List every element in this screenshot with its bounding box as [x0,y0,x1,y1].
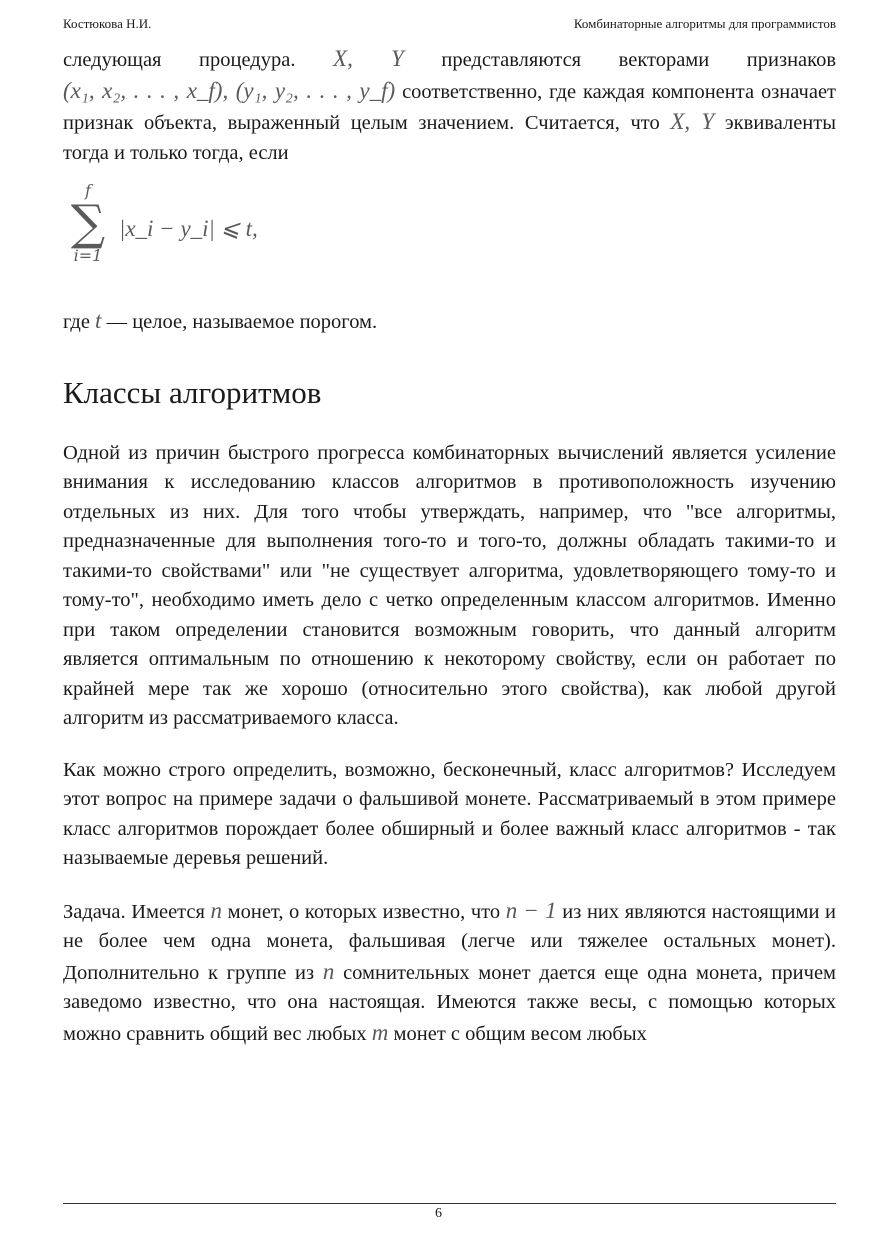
summation-expression: |x_i − y_i| ⩽ t, [119,216,258,241]
paragraph-algorithm-classes: Одной из причин быстрого прогресса комбинаторных вычислений является усиление внимания к исследованию классов алгоритмов в противоположность изучению отдельных из них. Для того чтобы утверждать, например, что "все алгоритмы, предназначенные для выполнения того-то и того-то, должны обладать такими-то и такими-то свойствами" или "не существует алгоритма, удовлетворяющего тому-то и тому-то", необходимо иметь дело с четко определенным классом алгоритмов. Именно при таком определении становится возможным говорить, что данный алгоритм является оптимальным по отношению к некоторому свойству, если он работает по крайней мере так же хорошо (относительно этого свойства), как любой другой алгоритм из рассматриваемого класса. [63,441,836,729]
math-x-y: X, Y [333,46,404,71]
paragraph-problem [63,896,836,1050]
intro-paragraph [63,44,836,168]
problem-text-4: сомнительных монет дается еще одна монета, причем заведомо известно, что она настоящая. Имеются также весы, с помощью которых можно сравнить общий вес любых [63,961,837,1045]
footer-divider [63,1203,836,1204]
intro-text-4: эквиваленты тогда и только тогда, если [63,112,837,164]
header-author: Костюкова Н.И. [63,16,152,31]
math-feature-vectors: (x₁, x₂, . . . , x_f), (y₁, y₂, . . . , y_f) [63,77,396,103]
sigma-symbol: ∑ [70,195,106,251]
math-t: t [95,308,102,333]
page-number: 6 [435,1206,442,1221]
problem-text-1: Задача. Имеется [63,900,211,923]
summation-lower-limit: i=1 [73,246,103,265]
summation-upper-limit: f [85,181,91,200]
intro-text-3: соответственно, где каждая компонента означает признак объекта, выраженный целым значением. Считается, что [63,80,837,134]
problem-text-2: монет, о которых известно, что [227,900,506,923]
summation-formula [63,182,836,286]
page-header [63,16,836,34]
page-content [63,44,836,1049]
section-heading: Классы алгоритмов [63,374,322,410]
header-book-title: Комбинаторные алгоритмы для программистов [573,16,836,31]
math-n-minus-1: n − 1 [505,897,557,923]
threshold-line [63,306,836,338]
math-m: m [371,1019,389,1045]
threshold-text-1: где [63,311,96,333]
math-x-y-2: X, Y [670,109,715,134]
threshold-text-2: — целое, называемое порогом. [106,311,378,333]
intro-text-2: представляются векторами признаков [441,49,837,71]
problem-text-5: монет с общим весом любых [393,1022,647,1045]
problem-text-3: из них являются настоящими и не более чем одна монета, фальшивая (легче или тяжелее остальных монет). Дополнительно к группе из [63,900,837,984]
math-n: n [210,897,223,923]
paragraph-infinite-class: Как можно строго определить, возможно, бесконечный, класс алгоритмов? Исследуем этот вопрос на примере задачи о фальшивой монете. Рассматриваемый в этом примере класс алгоритмов порождает более обширный и более важный класс алгоритмов - так называемые деревья решений. [63,758,836,869]
math-n-2: n [322,958,335,984]
intro-text-1: следующая процедура. [63,49,334,71]
summation-sigma [63,182,113,266]
